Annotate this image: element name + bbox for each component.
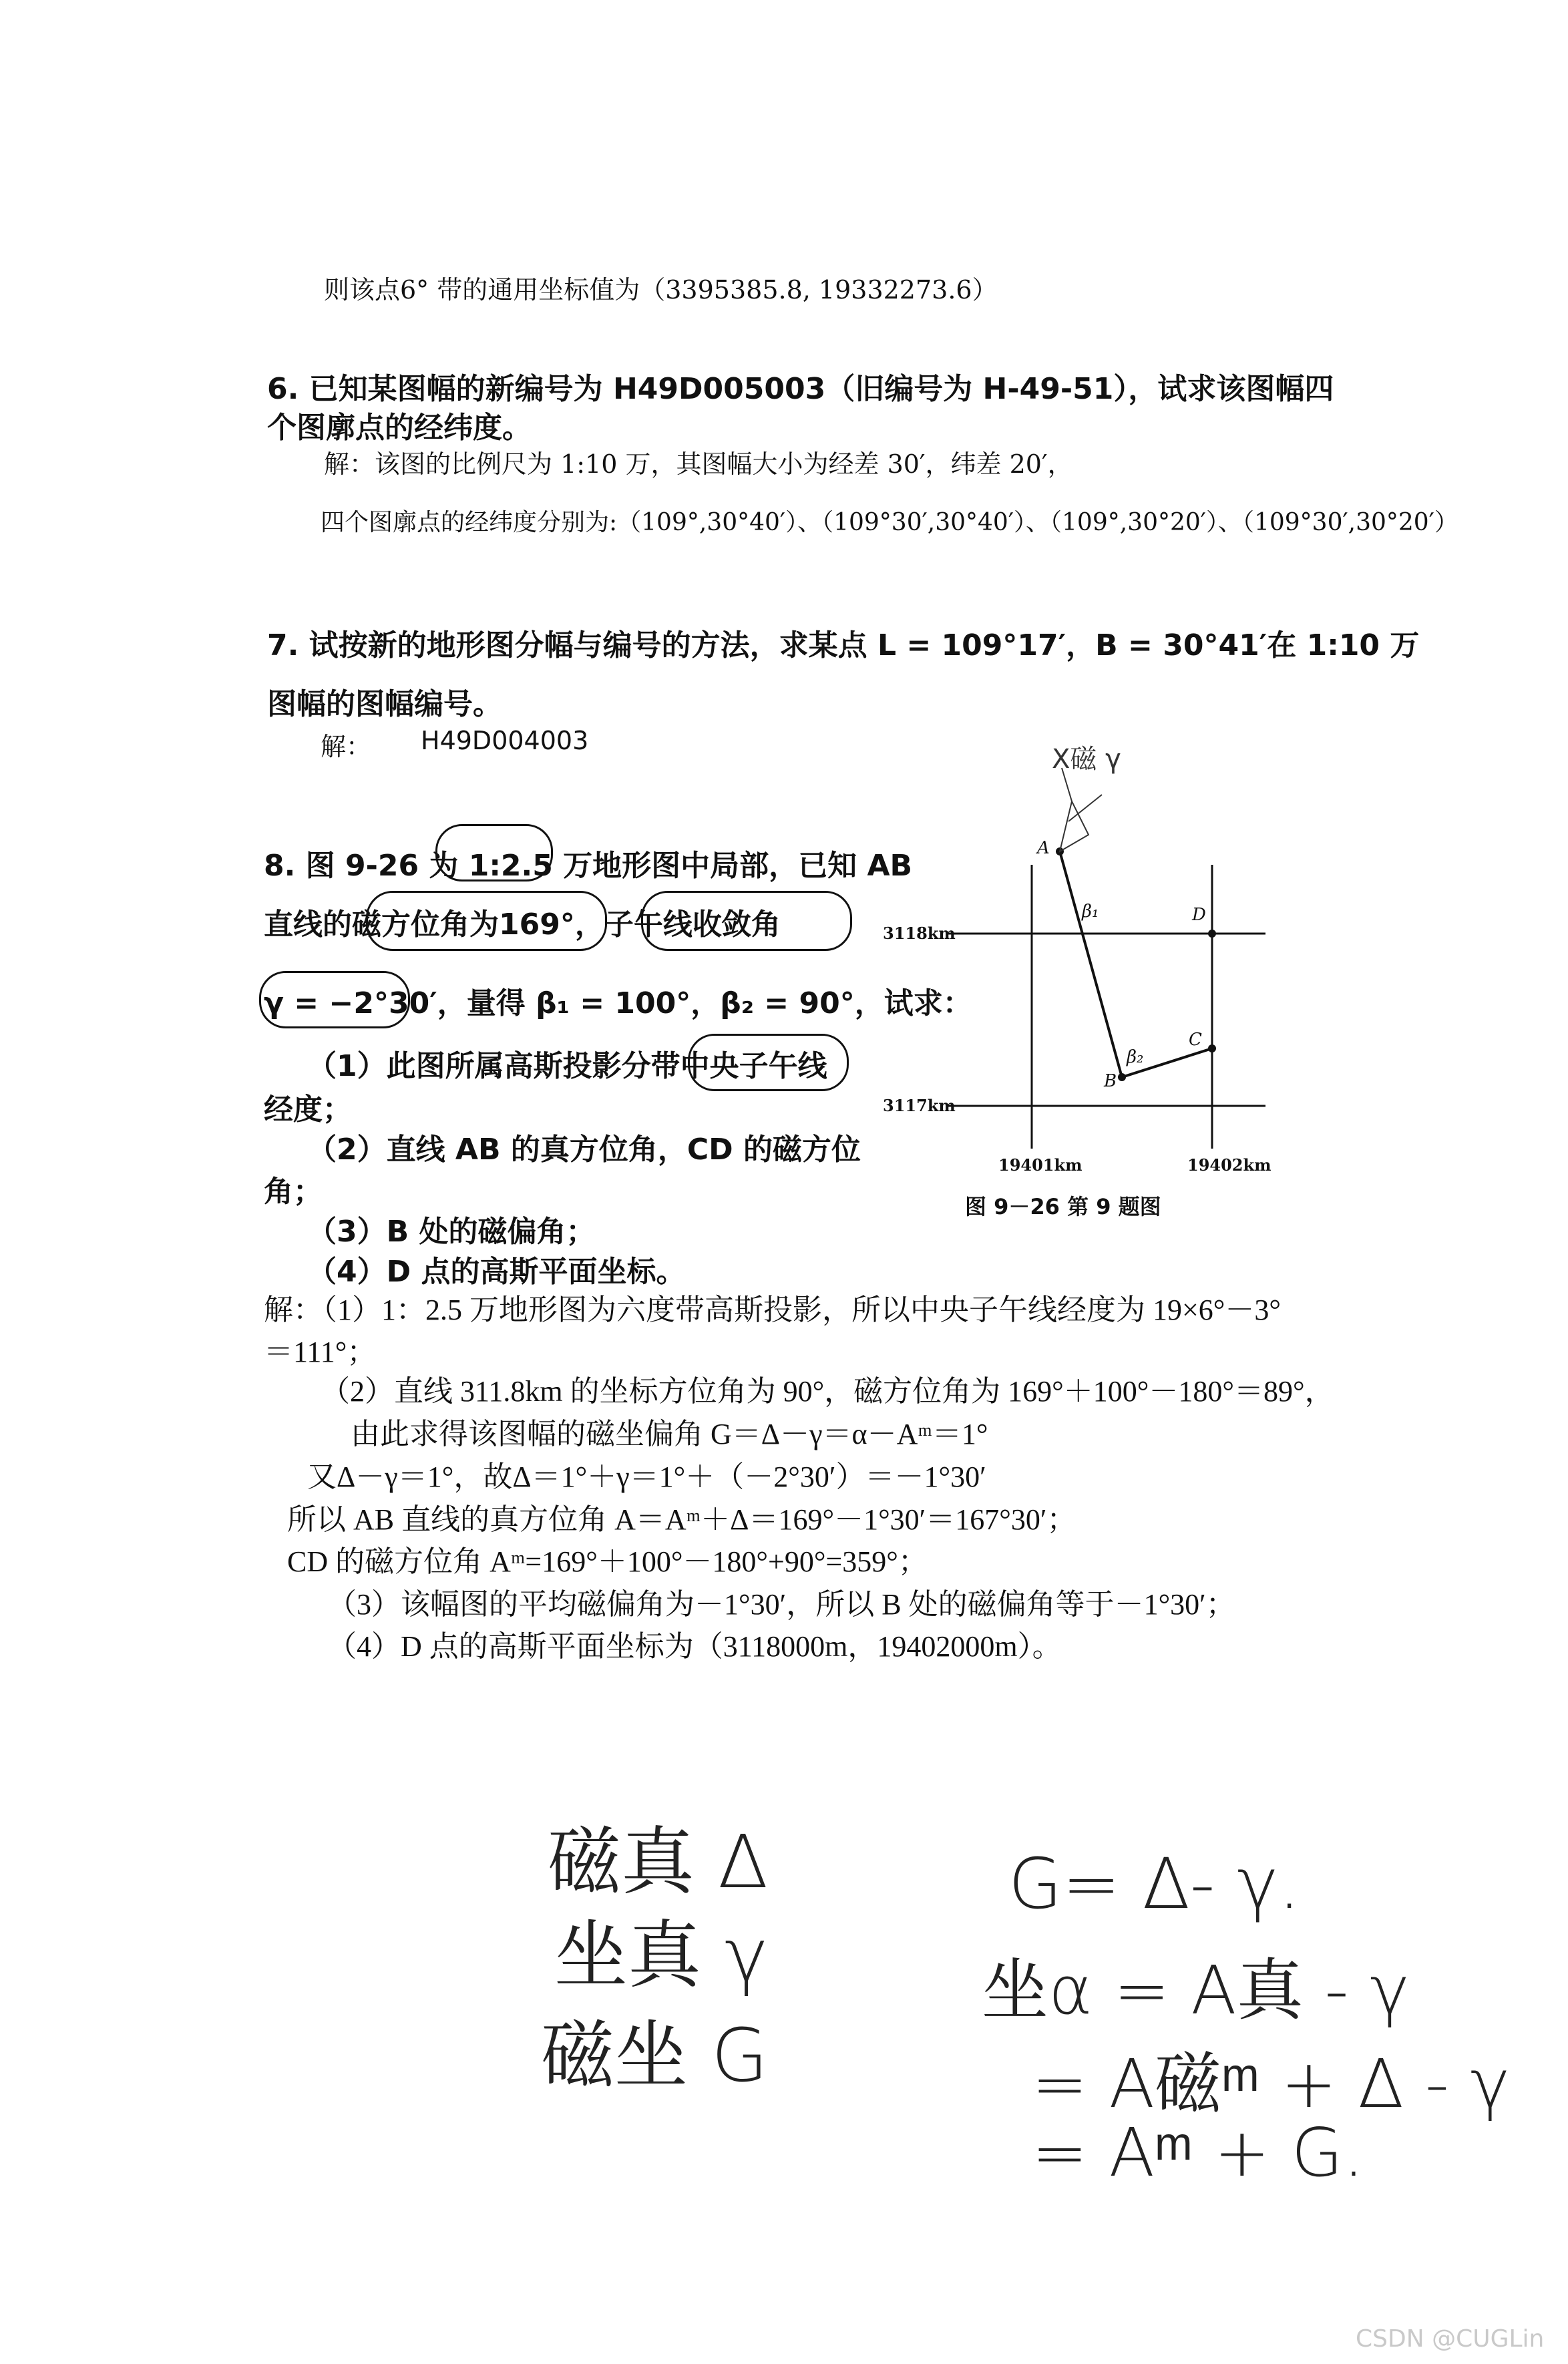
q5-answer-line: 则该点6° 带的通用坐标值为（3395385.8, 19332273.6）: [324, 275, 998, 305]
solution-line8: （3）该幅图的平均磁偏角为－1°30′，所以 B 处的磁偏角等于－1°30′；: [327, 1588, 1235, 1621]
q8-line3: γ = −2°30′，量得 β₁ = 100°，β₂ = 90°，试求：: [264, 986, 972, 1020]
q8-line1: 8. 图 9-26 为 1:2.5 万地形图中局部，已知 AB: [264, 849, 913, 883]
label-point-a: A: [1037, 838, 1050, 858]
line-ab: [1060, 851, 1122, 1077]
label-point-c: C: [1189, 1030, 1202, 1050]
label-3117km: 3117km: [883, 1096, 956, 1115]
handwritten-circle-meridian: [688, 1034, 849, 1091]
q7-solution-label: 解：: [321, 732, 372, 761]
handwriting-right-3: = A磁ᵐ + Δ - γ: [1032, 2045, 1510, 2123]
solution-line6: 所以 AB 直线的真方位角 A＝Aᵐ＋Δ＝169°－1°30′＝167°30′；: [287, 1503, 1076, 1536]
q7-question-line1: 7. 试按新的地形图分幅与编号的方法，求某点 L = 109°17′，B = 30°41′在 1:10 万: [267, 628, 1420, 662]
q7-question-line2: 图幅的图幅编号。: [267, 687, 502, 721]
solution-line2: ＝111°；: [264, 1336, 377, 1368]
q8-line9: （4）D 点的高斯平面坐标。: [307, 1255, 686, 1289]
solution-line7: CD 的磁方位角 Aᵐ=169°＋100°－180°+90°=359°；: [287, 1545, 928, 1578]
solution-line5: 又Δ－γ＝1°，故Δ＝1°＋γ＝1°＋（－2°30′）＝－1°30′: [307, 1460, 986, 1493]
solution-line4: 由此求得该图幅的磁坐偏角 G＝Δ－γ＝α－Aᵐ＝1°: [351, 1418, 988, 1450]
watermark: CSDN @CUGLin: [1356, 2325, 1545, 2353]
q8-line8: （3）B 处的磁偏角；: [307, 1215, 596, 1249]
handwritten-circle-azimuth: [366, 891, 607, 951]
label-point-d: D: [1192, 905, 1206, 925]
q6-solution-line2: 四个图廓点的经纬度分别为:（109°,30°40′）、（109°30′,30°40′）、（109°,30°20′）、（109°30′,30°20′）: [321, 509, 1458, 536]
point-c: [1208, 1044, 1216, 1052]
q8-line7: 角；: [264, 1175, 323, 1209]
handwritten-figure-note: X磁 γ: [1052, 744, 1121, 775]
q8-line5: 经度；: [264, 1093, 352, 1127]
figure-caption: 图 9－26 第 9 题图: [965, 1194, 1161, 1219]
handwritten-sketch-strokes: [1062, 768, 1102, 821]
figure-9-26: [868, 721, 1296, 1229]
q6-solution-line1: 解：该图的比例尺为 1:10 万，其图幅大小为经差 30′，纬差 20′，: [324, 449, 1073, 479]
point-b: [1118, 1073, 1126, 1081]
handwriting-right-4: = Aᵐ + G.: [1032, 2114, 1364, 2192]
handwritten-circle-gamma: [259, 971, 410, 1028]
handwriting-right-1: G= Δ- γ.: [1008, 1843, 1301, 1925]
q6-question-line2: 个图廓点的经纬度。: [267, 411, 532, 445]
handwriting-left-3: 磁坐 G: [541, 2013, 769, 2098]
handwriting-right-2: 坐α = A真 - γ: [982, 1951, 1410, 2029]
q8-line4: （1）此图所属高斯投影分带中央子午线: [307, 1049, 827, 1083]
q7-solution-value: H49D004003: [421, 726, 589, 755]
solution-line3: （2）直线 311.8km 的坐标方位角为 90°，磁方位角为 169°＋100°－180°＝89°，: [321, 1375, 1334, 1408]
solution-line1: 解：（1）1：2.5 万地形图为六度带高斯投影，所以中央子午线经度为 19×6°－3°: [264, 1294, 1282, 1326]
handwritten-circle-scale: [435, 824, 553, 881]
label-19401km: 19401km: [998, 1155, 1083, 1175]
q6-question-line1: 6. 已知某图幅的新编号为 H49D005003（旧编号为 H-49-51），试求该图幅四: [267, 372, 1334, 406]
handwritten-circle-convergence: [641, 891, 852, 951]
label-point-b: B: [1104, 1071, 1117, 1091]
label-3118km: 3118km: [883, 924, 956, 943]
solution-line9: （4）D 点的高斯平面坐标为（3118000m，19402000m）。: [327, 1630, 1062, 1663]
label-beta1: β₁: [1082, 902, 1099, 922]
point-d: [1208, 930, 1216, 938]
label-19402km: 19402km: [1187, 1155, 1271, 1175]
label-beta2: β₂: [1127, 1047, 1144, 1067]
q8-line2: 直线的磁方位角为169°，子午线收敛角: [264, 908, 781, 942]
handwriting-left-1: 磁真 Δ: [548, 1819, 769, 1905]
handwriting-left-2: 坐真 γ: [554, 1913, 769, 1998]
q8-line6: （2）直线 AB 的真方位角，CD 的磁方位: [307, 1133, 861, 1167]
